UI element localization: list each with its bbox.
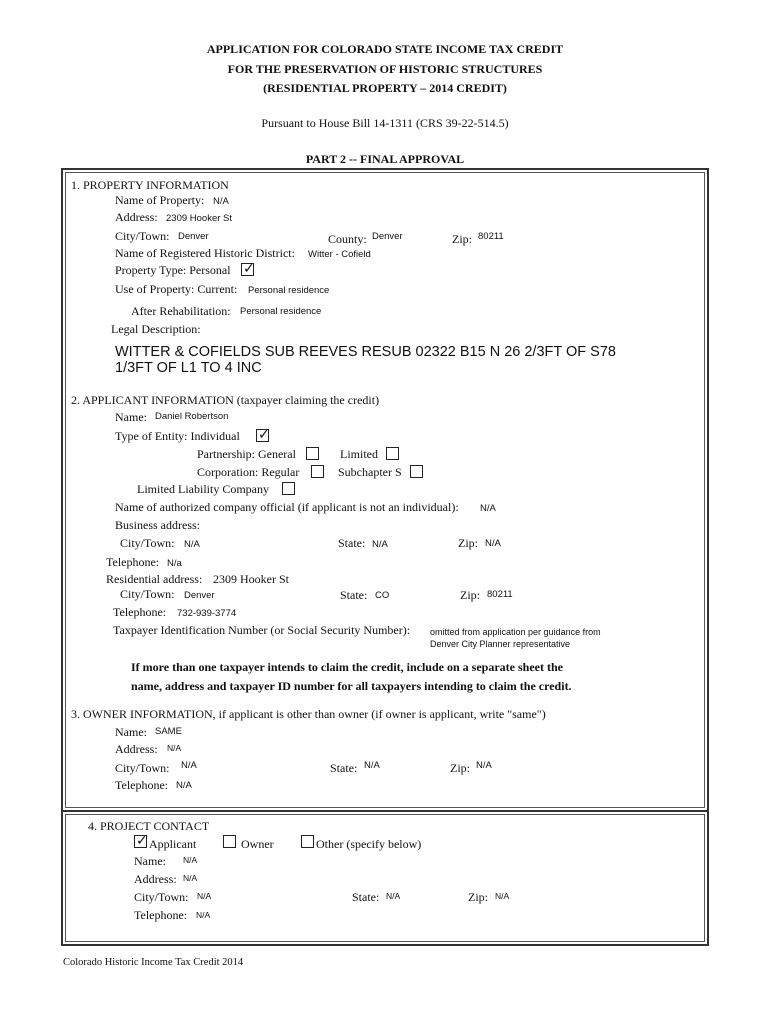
subchapter-s-checkbox[interactable]: [410, 465, 423, 478]
multiple-taxpayer-note-line-1: If more than one taxpayer intends to claim the credit, include on a separate sheet the: [131, 660, 563, 674]
property-use-current-field[interactable]: Personal residence: [248, 285, 330, 296]
owner-city-field[interactable]: N/A: [181, 760, 197, 771]
historic-district-label: Name of Registered Historic District:: [115, 246, 295, 260]
owner-name-field[interactable]: SAME: [155, 726, 182, 737]
business-phone-field[interactable]: N/a: [167, 558, 182, 569]
property-city-label: City/Town:: [115, 229, 170, 243]
contact-owner-label: Owner: [241, 837, 274, 851]
residential-city-field[interactable]: Denver: [184, 590, 215, 601]
section-4-title: 4. PROJECT CONTACT: [88, 819, 210, 833]
contact-phone-label: Telephone:: [134, 908, 188, 922]
owner-phone-field[interactable]: N/A: [176, 780, 192, 791]
contact-phone-field[interactable]: N/A: [196, 910, 211, 920]
business-zip-label: Zip:: [458, 536, 478, 550]
part-heading: PART 2 -- FINAL APPROVAL: [305, 152, 465, 166]
corporation-regular-label: Corporation: Regular: [197, 465, 300, 479]
partnership-limited-label: Limited: [340, 447, 378, 461]
property-type-label: Property Type: Personal: [115, 263, 231, 277]
business-city-label: City/Town:: [120, 536, 175, 550]
authorized-official-label: Name of authorized company official (if applicant is not an individual):: [115, 500, 459, 514]
residential-address-label: Residential address:: [106, 572, 203, 586]
authorized-official-field[interactable]: N/A: [480, 503, 496, 514]
business-phone-label: Telephone:: [106, 555, 160, 569]
tin-field-line-2[interactable]: Denver City Planner representative: [430, 639, 571, 649]
contact-state-field[interactable]: N/A: [386, 891, 401, 901]
owner-phone-label: Telephone:: [115, 778, 169, 792]
owner-name-label: Name:: [115, 725, 147, 739]
business-zip-field[interactable]: N/A: [485, 538, 501, 549]
owner-city-label: City/Town:: [115, 761, 170, 775]
business-address-label: Business address:: [115, 518, 200, 532]
partnership-general-checkbox[interactable]: [306, 447, 319, 460]
residential-phone-field[interactable]: 732-939-3774: [177, 608, 237, 619]
residential-state-label: State:: [340, 588, 368, 602]
contact-zip-label: Zip:: [468, 890, 488, 904]
pursuant-line: Pursuant to House Bill 14-1311 (CRS 39-22-514.5): [261, 116, 509, 130]
property-zip-label: Zip:: [452, 232, 472, 246]
contact-zip-field[interactable]: N/A: [495, 891, 510, 901]
property-type-personal-checkbox[interactable]: [241, 263, 254, 276]
applicant-name-field[interactable]: Daniel Robertson: [155, 411, 229, 422]
tin-label: Taxpayer Identification Number (or Social Security Number):: [113, 623, 411, 637]
owner-address-label: Address:: [115, 742, 158, 756]
form-title-line-2: FOR THE PRESERVATION OF HISTORIC STRUCTURES: [227, 62, 543, 76]
legal-description-field[interactable]: WITTER & COFIELDS SUB REEVES RESUB 02322 B15 N 26 2/3FT OF S78 1/3FT OF L1 TO 4 INC: [115, 344, 616, 376]
form-title-line-1: APPLICATION FOR COLORADO STATE INCOME TAX CREDIT: [206, 42, 564, 56]
form-title-line-3: (RESIDENTIAL PROPERTY – 2014 CREDIT): [263, 81, 507, 95]
residential-city-label: City/Town:: [120, 587, 175, 601]
footer-text: Colorado Historic Income Tax Credit 2014: [63, 957, 244, 968]
section-3-title: 3. OWNER INFORMATION, if applicant is other than owner (if owner is applicant, write "same"): [71, 707, 546, 721]
llc-checkbox[interactable]: [282, 482, 295, 495]
property-name-field[interactable]: N/A: [213, 196, 229, 207]
residential-zip-field[interactable]: 80211: [487, 589, 513, 600]
business-city-field[interactable]: N/A: [184, 539, 200, 550]
applicant-name-label: Name:: [115, 410, 147, 424]
residential-zip-label: Zip:: [460, 588, 480, 602]
section-1-title: 1. PROPERTY INFORMATION: [71, 178, 229, 192]
partnership-limited-checkbox[interactable]: [386, 447, 399, 460]
property-use-label: Use of Property: Current:: [115, 282, 238, 296]
contact-address-field[interactable]: N/A: [183, 873, 198, 883]
contact-other-label: Other (specify below): [316, 837, 422, 851]
business-state-label: State:: [338, 536, 366, 550]
after-rehab-field[interactable]: Personal residence: [240, 306, 322, 317]
contact-owner-checkbox[interactable]: [223, 835, 236, 848]
legal-description-label: Legal Description:: [111, 322, 201, 336]
owner-zip-field[interactable]: N/A: [476, 760, 492, 771]
property-city-field[interactable]: Denver: [178, 231, 209, 242]
section-2-title: 2. APPLICANT INFORMATION (taxpayer claiming the credit): [71, 393, 380, 407]
contact-name-label: Name:: [134, 854, 166, 868]
owner-zip-label: Zip:: [450, 761, 470, 775]
residential-address-field[interactable]: 2309 Hooker St: [213, 572, 289, 586]
contact-address-label: Address:: [134, 872, 177, 886]
contact-name-field[interactable]: N/A: [183, 855, 198, 865]
corporation-regular-checkbox[interactable]: [311, 465, 324, 478]
contact-state-label: State:: [352, 890, 380, 904]
property-address-label: Address:: [115, 210, 158, 224]
contact-city-field[interactable]: N/A: [197, 891, 212, 901]
tin-field-line-1[interactable]: omitted from application per guidance from: [430, 627, 601, 637]
owner-state-label: State:: [330, 761, 358, 775]
after-rehab-label: After Rehabilitation:: [131, 304, 231, 318]
business-state-field[interactable]: N/A: [372, 539, 388, 550]
property-name-label: Name of Property:: [115, 193, 205, 207]
property-zip-field[interactable]: 80211: [478, 231, 504, 242]
residential-state-field[interactable]: CO: [375, 590, 390, 601]
subchapter-s-label: Subchapter S: [338, 465, 402, 479]
owner-state-field[interactable]: N/A: [364, 760, 380, 771]
contact-other-checkbox[interactable]: [301, 835, 314, 848]
contact-city-label: City/Town:: [134, 890, 189, 904]
contact-applicant-label: Applicant: [149, 837, 197, 851]
property-address-field[interactable]: 2309 Hooker St: [166, 213, 233, 224]
historic-district-field[interactable]: Witter - Cofield: [308, 249, 371, 260]
contact-applicant-checkbox[interactable]: [134, 835, 147, 848]
entity-type-label: Type of Entity: Individual: [115, 429, 240, 443]
property-county-label: County:: [328, 232, 367, 246]
owner-address-field[interactable]: N/A: [167, 743, 182, 753]
property-county-field[interactable]: Denver: [372, 231, 403, 242]
llc-label: Limited Liability Company: [137, 482, 269, 496]
residential-phone-label: Telephone:: [113, 605, 167, 619]
entity-individual-checkbox[interactable]: [256, 429, 269, 442]
partnership-general-label: Partnership: General: [197, 447, 296, 461]
multiple-taxpayer-note-line-2: name, address and taxpayer ID number for all taxpayers intending to claim the credit.: [131, 679, 572, 693]
